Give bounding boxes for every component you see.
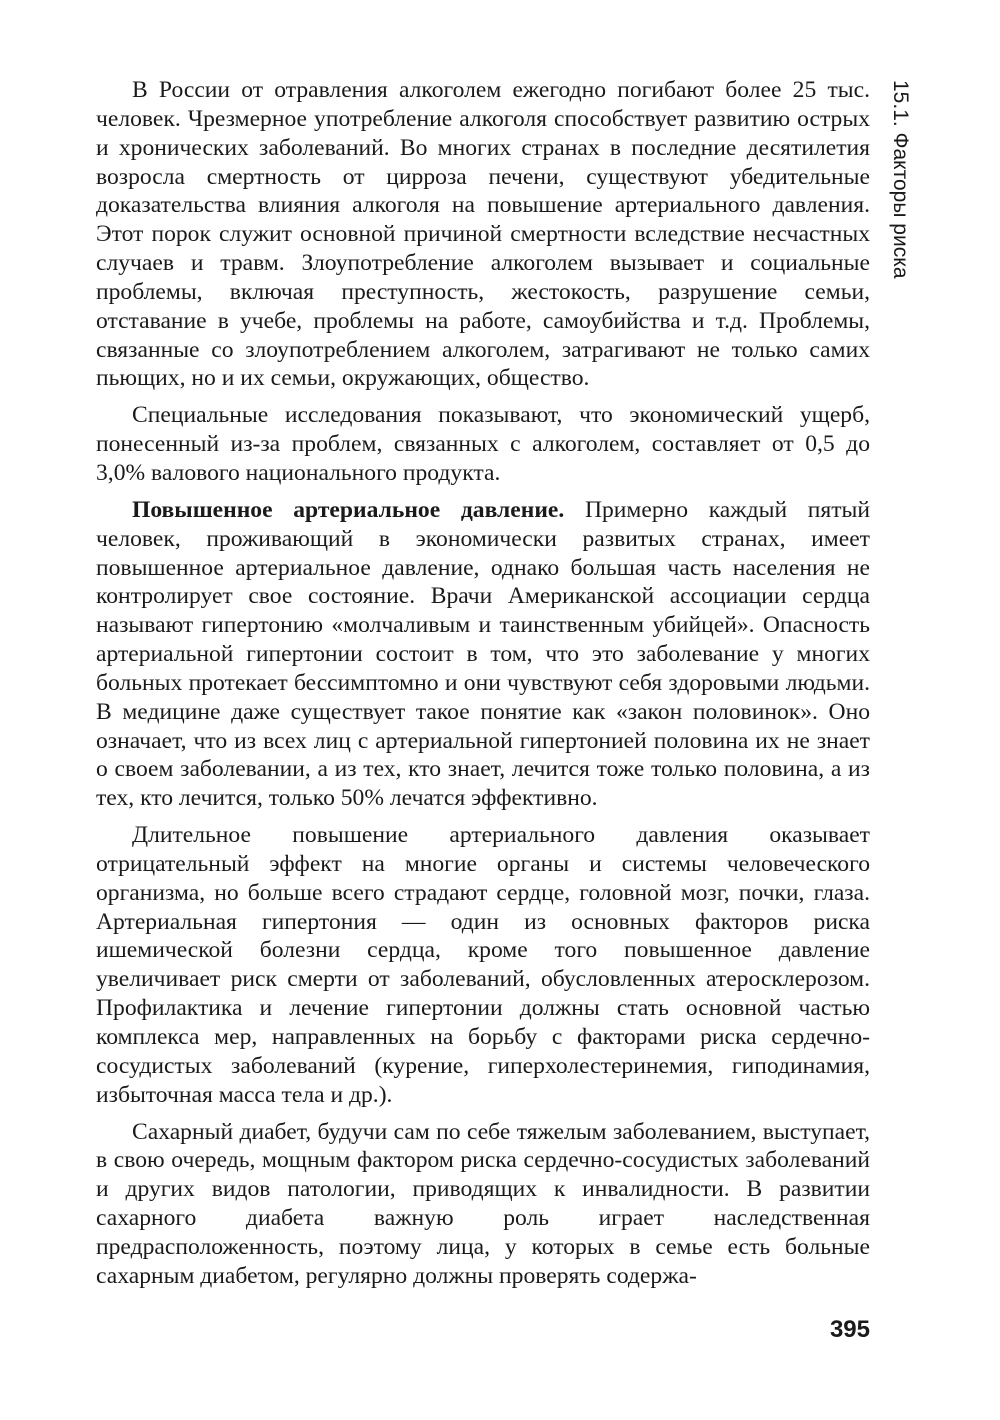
paragraph-text: В России от отравления алкоголем ежегодно погибают более 25 тыс. человек. Чрезмерное употребление алкоголя способствует развитию острых и хронических заболеваний. Во многих странах в последние десятилетия возросла смертность от цирроза печени, существуют убедительные доказательства влияния алкоголя на повышение артериального давления. Этот порок служит основной причиной смертности вследствие несчастных случаев и травм. Злоупотребление алкоголем вызывает и социальные проблемы, включая преступность, жестокость, разрушение семьи, отставание в учебе, проблемы на работе, самоубийства и т.д. Проблемы, связанные со злоупотреблением алкоголем, затрагивают не только самих пьющих, но и их семьи, окружающих, общество.: [96, 77, 870, 392]
paragraph-diabetes: [96, 1118, 870, 1291]
paragraph-alcohol-harm: [96, 76, 870, 393]
paragraph-economic-damage: [96, 401, 870, 488]
page-number: 395: [829, 1316, 870, 1343]
paragraph-text: Длительное повышение артериального давления оказывает отрицательный эффект на многие органы и системы человеческого организма, но больше всего страдают сердце, головной мозг, почки, глаза. Артериальная гипертония — один из основных факторов риска ишемической болезни сердца, кроме того повышенное давление увеличивает риск смерти от заболеваний, обусловленных атеросклерозом. Профилактика и лечение гипертонии должны стать основной частью комплекса мер, направленных на борьбу с факторами риска сердечно-сосудистых заболеваний (курение, гиперхолестеринемия, гиподинамия, избыточная масса тела и др.).: [96, 822, 870, 1108]
paragraph-heading: Повышенное артериальное давление.: [132, 496, 565, 523]
running-head: 15.1. Факторы риска: [889, 80, 912, 279]
paragraph-hypertension-effects: [96, 821, 870, 1109]
paragraph-hypertension: [96, 496, 870, 813]
body-text: [96, 76, 870, 1299]
paragraph-text: Примерно каждый пятый человек, проживающий в экономически развитых странах, имеет повышенное артериальное давление, однако большая часть населения не контролирует свое состояние. Врачи Американской ассоциации сердца называют гипертонию «молчаливым и таинственным убийцей». Опасность артериальной гипертонии состоит в том, что это заболевание у многих больных протекает бессимптомно и они чувствуют себя здоровыми людьми. В медицине даже существует такое понятие как «закон половинок». Оно означает, что из всех лиц с артериальной гипертонией половина их не знает о своем заболевании, а из тех, кто знает, лечится тоже только половина, а из тех, кто лечится, только 50% лечатся эффективно.: [96, 496, 870, 812]
paragraph-text: Специальные исследования показывают, что экономический ущерб, понесенный из-за проблем, связанных с алкоголем, составляет от 0,5 до 3,0% валового национального продукта.: [96, 402, 870, 486]
paragraph-text: Сахарный диабет, будучи сам по себе тяжелым заболеванием, выступает, в свою очередь, мощным фактором риска сердечно-сосудистых заболеваний и других видов патологии, приводящих к инвалидности. В развитии сахарного диабета важную роль играет наследственная предрасположенность, поэтому лица, у которых в семье есть больные сахарным диабетом, регулярно должны проверять содержа-: [96, 1118, 870, 1289]
